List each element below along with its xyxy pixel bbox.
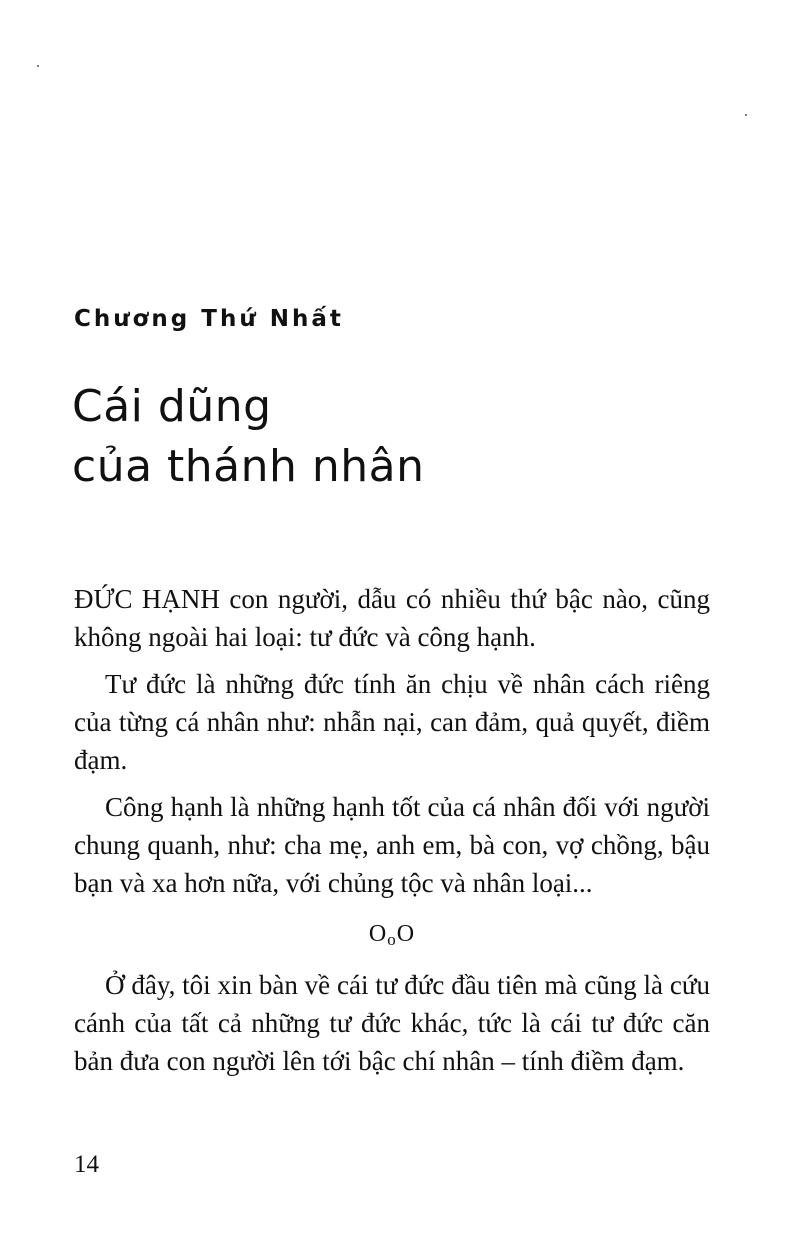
chapter-title	[72, 377, 425, 497]
page-number: 14	[74, 1151, 99, 1178]
chapter-label: Chương Thứ Nhất	[74, 306, 344, 332]
divider-right-ring: O	[396, 921, 416, 947]
chapter-title-line-2: của thánh nhân	[72, 441, 425, 492]
paragraph-1: ĐỨC HẠNH con người, dẫu có nhiều thứ bậc nào, cũng không ngoài hai loại: tư đức và công hạnh.	[74, 584, 710, 652]
paragraph-3: Công hạnh là những hạnh tốt của cá nhân đối với người chung quanh, như: cha mẹ, anh em, bà con, vợ chồng, bậu bạn và xa hơn nữa, với chủng tộc và nhân loại...	[74, 792, 710, 898]
scan-speck	[745, 114, 747, 116]
scan-speck	[37, 65, 39, 67]
divider-left-ring: O	[368, 921, 388, 947]
divider-middle-ring: o	[387, 930, 397, 949]
closing-paragraph: Ở đây, tôi xin bàn về cái tư đức đầu tiên mà cũng là cứu cánh của tất cả những tư đức khác, tức là cái tư đức căn bản đưa con người lên tới bậc chí nhân – tính điềm đạm.	[74, 970, 710, 1076]
body-text	[74, 580, 710, 1080]
section-divider	[74, 902, 710, 966]
paragraph-2: Tư đức là những đức tính ăn chịu về nhân cách riêng của từng cá nhân như: nhẫn nại, can đảm, quả quyết, điềm đạm.	[74, 669, 710, 775]
chapter-title-line-1: Cái dũng	[72, 381, 272, 432]
